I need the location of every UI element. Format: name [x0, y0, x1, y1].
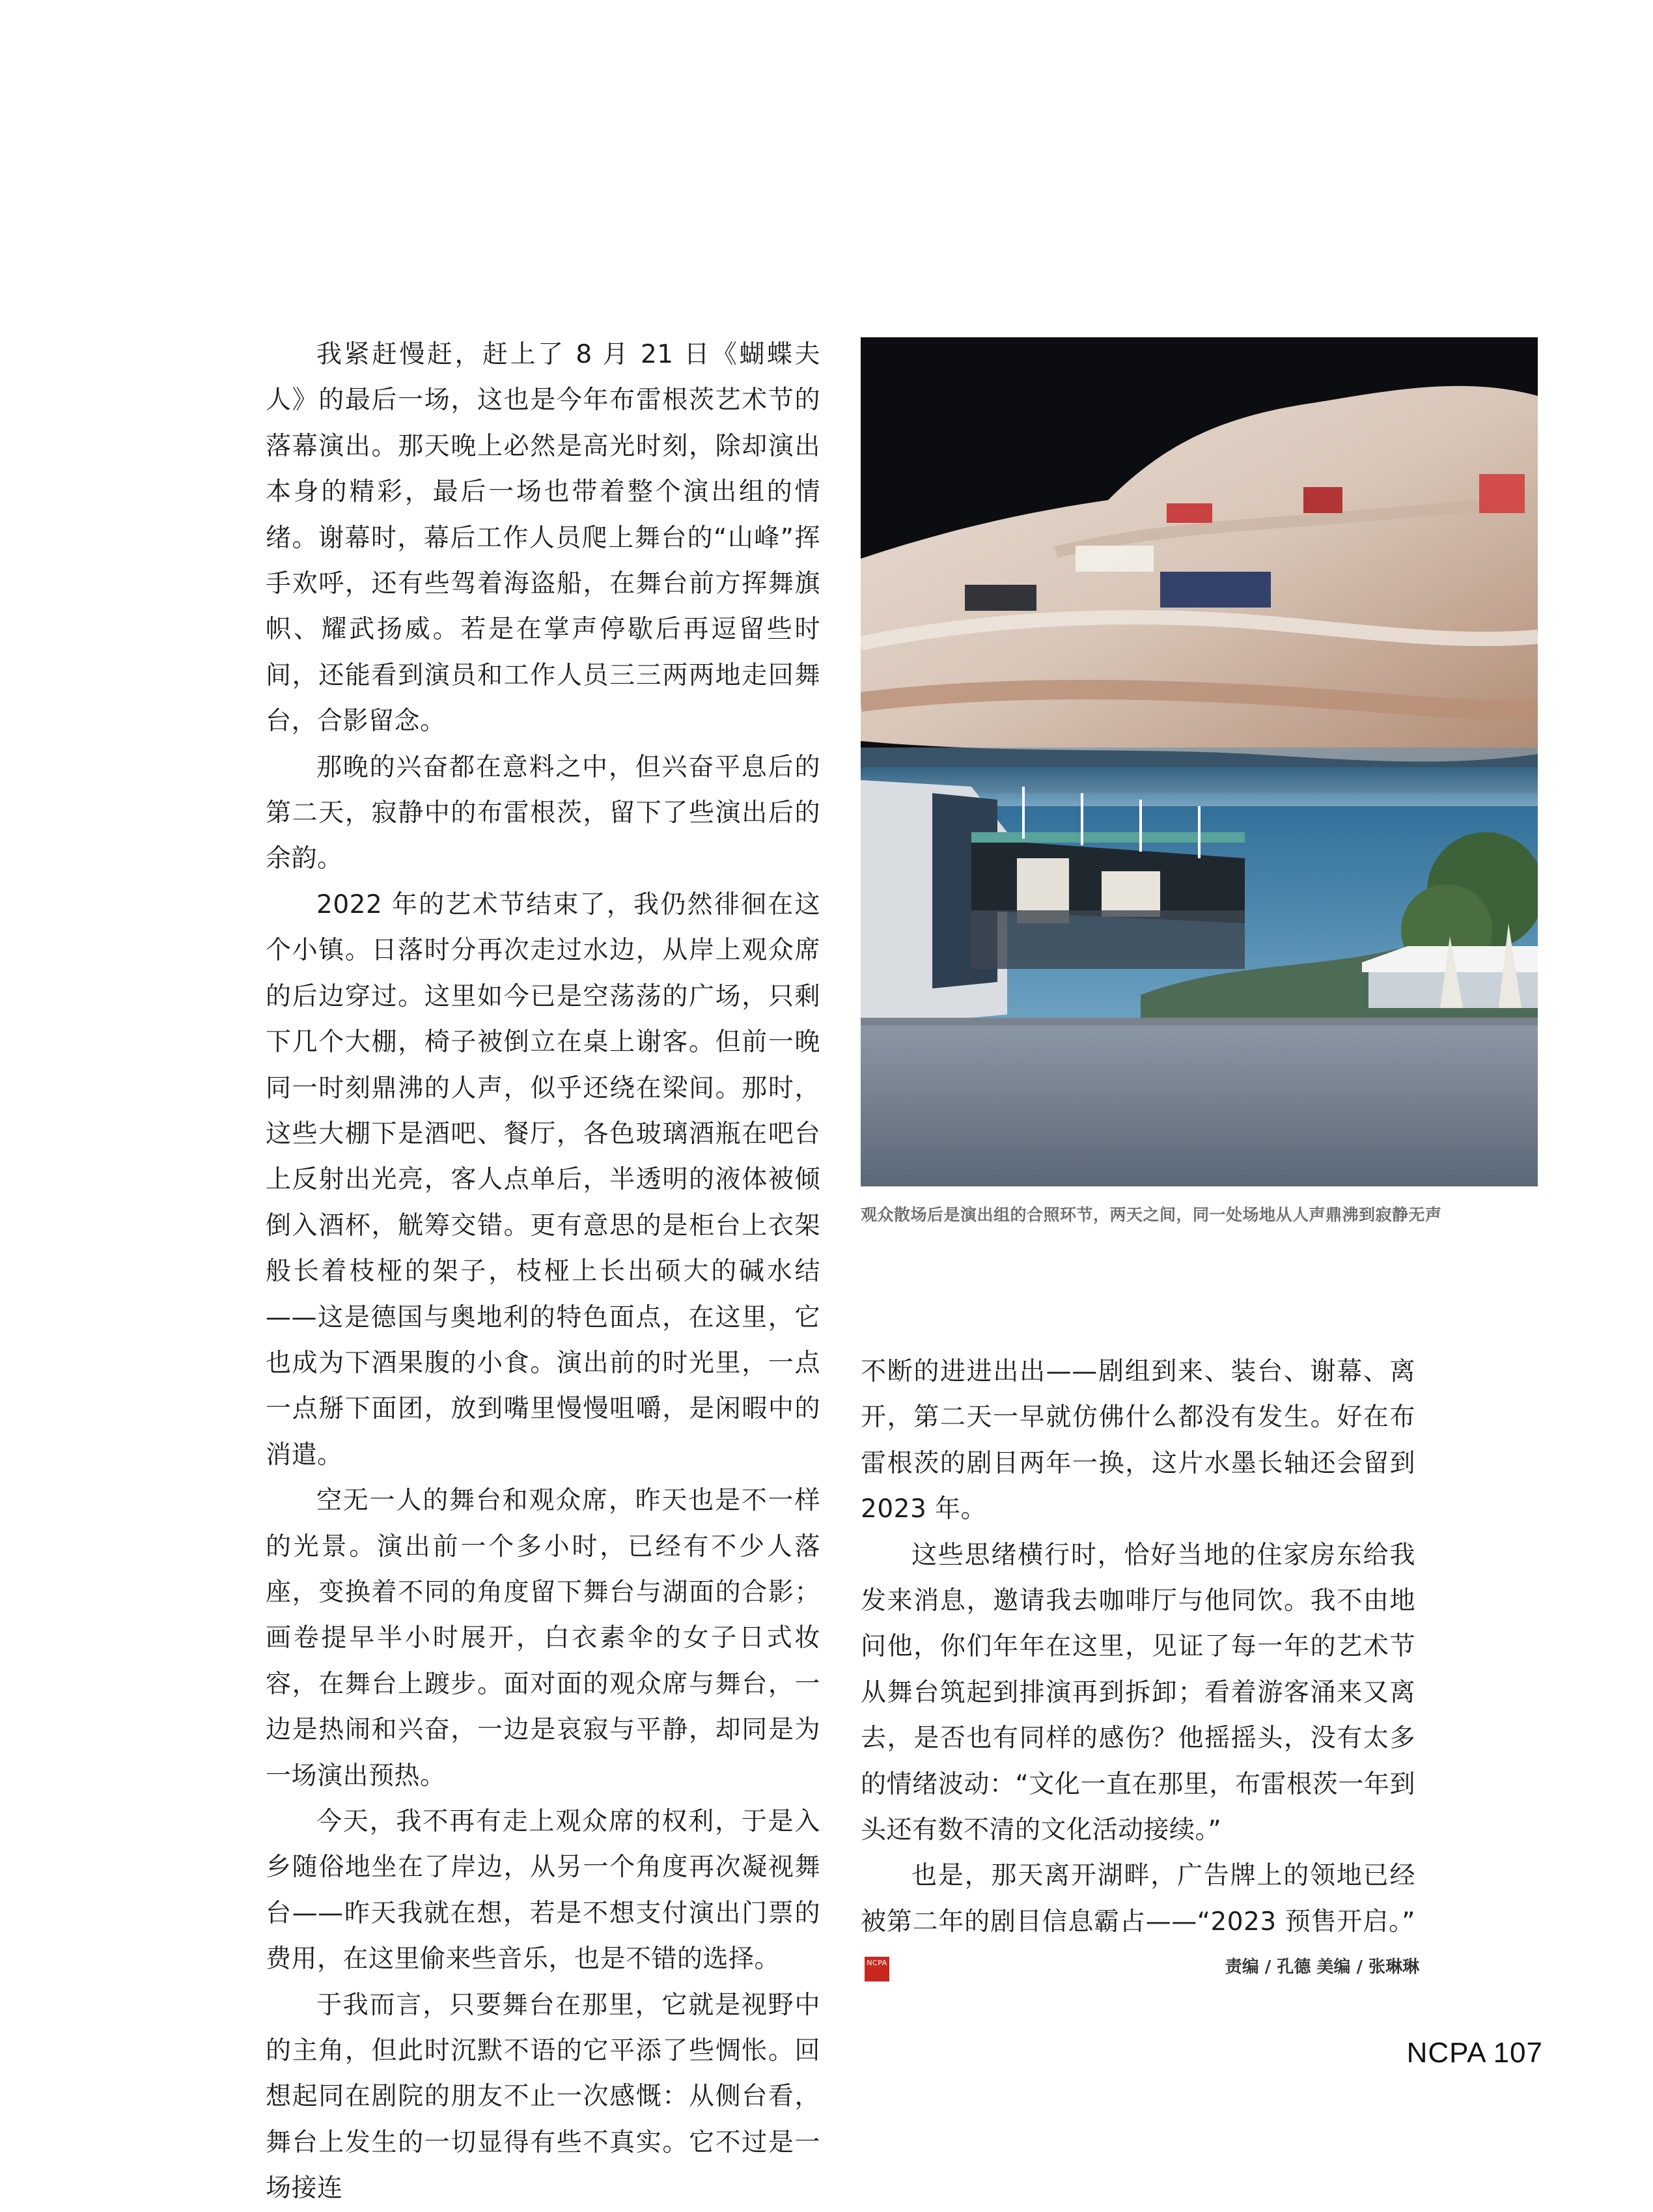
paragraph: 2022 年的艺术节结束了，我仍然徘徊在这个小镇。日落时分再次走过水边，从岸上观众席的后边穿过。这里如今已是空荡荡的广场，只剩下几个大棚，椅子被倒立在桌上谢客。但前一晚同一时刻鼎沸的人声，似乎还绕在梁间。那时，这些大棚下是酒吧、餐厅，各色玻璃酒瓶在吧台上反射出光亮，客人点单后，半透明的液体被倾倒入酒杯，觥筹交错。更有意思的是柜台上衣架般长着枝桠的架子，枝桠上长出硕大的碱水结——这是德国与奥地利的特色面点，在这里，它也成为下酒果腹的小食。演出前的时光里，一点一点掰下面团，放到嘴里慢慢咀嚼，是闲暇中的消遣。: [266, 889, 820, 1470]
ncpa-end-mark-icon: NCPA: [865, 1957, 889, 1981]
stage-and-plaza-photo: [861, 337, 1538, 1186]
photo-caption: 观众散场后是演出组的合照环节，两天之间，同一处场地从人声鼎沸到寂静无声: [861, 1205, 1442, 1224]
article-left-column: [266, 332, 820, 2212]
paragraph-continuation: 不断的进进出出——剧组到来、装台、谢幕、离开，第二天一早就仿佛什么都没有发生。好在布雷根茨的剧目两年一换，这片水墨长轴还会留到 2023 年。: [861, 1357, 1415, 1524]
paragraph: 于我而言，只要舞台在那里，它就是视野中的主角，但此时沉默不语的它平添了些惆怅。回想起同在剧院的朋友不止一次感慨：从侧台看，舞台上发生的一切显得有些不真实。它不过是一场接连: [266, 1990, 820, 2204]
paragraph: 这些思绪横行时，恰好当地的住家房东给我发来消息，邀请我去咖啡厅与他同饮。我不由地问他，你们年年在这里，见证了每一年的艺术节从舞台筑起到排演再到拆卸；看着游客涌来又离去，是否也有同样的感伤？他摇摇头，没有太多的情绪波动：“文化一直在那里，布雷根茨一年到头还有数不清的文化活动接续。”: [861, 1540, 1415, 1845]
paragraph: 那晚的兴奋都在意料之中，但兴奋平息后的第二天，寂静中的布雷根茨，留下了些演出后的余韵。: [266, 752, 820, 874]
editor-credits: 责编 / 孔德 美编 / 张琳琳: [1225, 1957, 1419, 1977]
paragraph: 我紧赶慢赶，赶上了 8 月 21 日《蝴蝶夫人》的最后一场，这也是今年布雷根茨艺术节的落幕演出。那天晚上必然是高光时刻，除却演出本身的精彩，最后一场也带着整个演出组的情绪。谢幕时，幕后工作人员爬上舞台的“山峰”挥手欢呼，还有些驾着海盗船，在舞台前方挥舞旗帜、耀武扬威。若是在掌声停歇后再逗留些时间，还能看到演员和工作人员三三两两地走回舞台，合影留念。: [266, 340, 820, 736]
folio-brand: NCPA: [1406, 2037, 1487, 2069]
paragraph: 今天，我不再有走上观众席的权利，于是入乡随俗地坐在了岸边，从另一个角度再次凝视舞台——昨天我就在想，若是不想支付演出门票的费用，在这里偷来些音乐，也是不错的选择。: [266, 1807, 820, 1974]
article-right-column: [861, 1349, 1415, 1991]
page-number: 107: [1493, 2037, 1543, 2069]
final-sentence: 也是，那天离开湖畔，广告牌上的领地已经被第二年的剧目信息霸占——“2023 预售开启。”: [861, 1861, 1415, 1937]
paragraph: 空无一人的舞台和观众席，昨天也是不一样的光景。演出前一个多小时，已经有不少人落座，变换着不同的角度留下舞台与湖面的合影；画卷提早半小时展开，白衣素伞的女子日式妆容，在舞台上踱步。面对面的观众席与舞台，一边是热闹和兴奋，一边是哀寂与平静，却同是为一场演出预热。: [266, 1486, 820, 1791]
page-folio: [1374, 2037, 1543, 2069]
